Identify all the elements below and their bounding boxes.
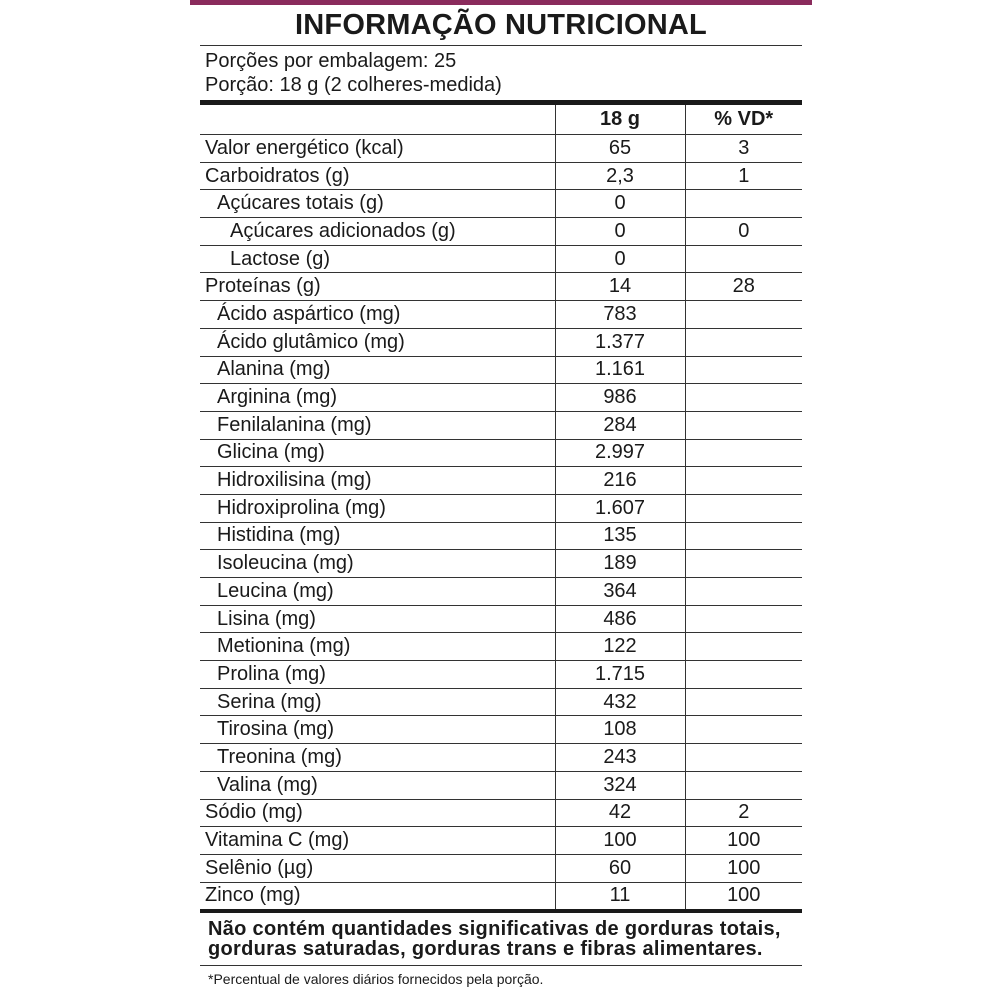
nutrient-amount: 108 [555, 716, 685, 744]
nutrient-name: Proteínas (g) [200, 273, 555, 301]
nutrient-amount: 783 [555, 301, 685, 329]
nutrient-daily-value [685, 467, 802, 495]
nutrient-name: Valor energético (kcal) [200, 135, 555, 163]
table-row [200, 356, 802, 384]
nutrient-amount: 243 [555, 744, 685, 772]
table-row [200, 744, 802, 772]
nutrient-name: Lisina (mg) [200, 605, 555, 633]
nutrition-label [200, 5, 802, 987]
nutrient-amount: 11 [555, 882, 685, 909]
nutrient-name: Hidroxiprolina (mg) [200, 494, 555, 522]
nutrient-daily-value [685, 301, 802, 329]
nutrient-amount: 0 [555, 218, 685, 246]
table-header-row [200, 105, 802, 135]
table-row [200, 467, 802, 495]
table-row [200, 494, 802, 522]
nutrient-name: Glicina (mg) [200, 439, 555, 467]
nutrient-daily-value [685, 550, 802, 578]
nutrient-name: Carboidratos (g) [200, 162, 555, 190]
nutrient-daily-value [685, 688, 802, 716]
nutrient-amount: 1.715 [555, 661, 685, 689]
nutrient-name: Açúcares adicionados (g) [200, 218, 555, 246]
nutrient-name: Hidroxilisina (mg) [200, 467, 555, 495]
serving-info [200, 46, 802, 97]
nutrient-daily-value [685, 190, 802, 218]
nutrient-daily-value: 0 [685, 218, 802, 246]
table-row [200, 273, 802, 301]
nutrient-amount: 1.161 [555, 356, 685, 384]
nutrient-amount: 432 [555, 688, 685, 716]
nutrient-daily-value [685, 771, 802, 799]
nutrient-daily-value [685, 245, 802, 273]
nutrient-name: Ácido glutâmico (mg) [200, 328, 555, 356]
table-row [200, 135, 802, 163]
table-row [200, 384, 802, 412]
nutrient-daily-value: 100 [685, 854, 802, 882]
nutrient-daily-value [685, 384, 802, 412]
nutrient-amount: 324 [555, 771, 685, 799]
nutrient-daily-value: 100 [685, 827, 802, 855]
nutrient-amount: 0 [555, 245, 685, 273]
nutrient-amount: 2.997 [555, 439, 685, 467]
nutrient-amount: 284 [555, 411, 685, 439]
table-row [200, 827, 802, 855]
table-row [200, 301, 802, 329]
table-row [200, 218, 802, 246]
nutrient-name: Valina (mg) [200, 771, 555, 799]
table-row [200, 771, 802, 799]
nutrient-amount: 364 [555, 578, 685, 606]
nutrient-name: Alanina (mg) [200, 356, 555, 384]
nutrient-amount: 1.377 [555, 328, 685, 356]
nutrient-amount: 42 [555, 799, 685, 827]
header-amount: 18 g [555, 105, 685, 135]
nutrient-amount: 0 [555, 190, 685, 218]
nutrient-name: Serina (mg) [200, 688, 555, 716]
nutrient-daily-value [685, 356, 802, 384]
nutrient-name: Açúcares totais (g) [200, 190, 555, 218]
table-row [200, 162, 802, 190]
nutrient-name: Treonina (mg) [200, 744, 555, 772]
nutrient-name: Selênio (µg) [200, 854, 555, 882]
table-row [200, 661, 802, 689]
header-nutrient [200, 105, 555, 135]
nutrient-daily-value: 2 [685, 799, 802, 827]
table-row [200, 245, 802, 273]
nutrient-daily-value [685, 328, 802, 356]
nutrient-amount: 100 [555, 827, 685, 855]
nutrient-amount: 60 [555, 854, 685, 882]
nutrient-name: Isoleucina (mg) [200, 550, 555, 578]
nutrient-name: Lactose (g) [200, 245, 555, 273]
nutrient-amount: 135 [555, 522, 685, 550]
nutrient-amount: 216 [555, 467, 685, 495]
nutrient-daily-value [685, 744, 802, 772]
nutrient-amount: 986 [555, 384, 685, 412]
table-row [200, 328, 802, 356]
nutrient-amount: 122 [555, 633, 685, 661]
nutrient-daily-value [685, 661, 802, 689]
table-row [200, 578, 802, 606]
table-row [200, 882, 802, 909]
nutrient-name: Tirosina (mg) [200, 716, 555, 744]
nutrient-daily-value [685, 494, 802, 522]
footnote-line-2: gorduras saturadas, gorduras trans e fibras alimentares. [208, 938, 763, 961]
nutrient-name: Prolina (mg) [200, 661, 555, 689]
nutrient-amount: 2,3 [555, 162, 685, 190]
servings-per-package: Porções por embalagem: 25 [205, 50, 457, 72]
daily-value-note: *Percentual de valores diários fornecidos pela porção. [208, 971, 544, 988]
nutrient-name: Ácido aspártico (mg) [200, 301, 555, 329]
table-row [200, 411, 802, 439]
table-row [200, 550, 802, 578]
not-significant-note [200, 913, 802, 966]
nutrient-amount: 486 [555, 605, 685, 633]
table-row [200, 799, 802, 827]
nutrient-amount: 65 [555, 135, 685, 163]
table-row [200, 605, 802, 633]
nutrient-daily-value [685, 716, 802, 744]
table-row [200, 522, 802, 550]
header-daily-value: % VD* [685, 105, 802, 135]
nutrient-daily-value: 28 [685, 273, 802, 301]
table-row [200, 854, 802, 882]
nutrient-daily-value [685, 411, 802, 439]
nutrient-name: Sódio (mg) [200, 799, 555, 827]
nutrient-daily-value: 3 [685, 135, 802, 163]
nutrient-amount: 14 [555, 273, 685, 301]
table-row [200, 190, 802, 218]
nutrient-daily-value: 100 [727, 884, 761, 907]
nutrient-daily-value [685, 439, 802, 467]
nutrient-daily-value [685, 522, 802, 550]
table-row [200, 633, 802, 661]
nutrient-daily-value [685, 605, 802, 633]
nutrient-daily-value [685, 633, 802, 661]
footnote-line-1: Não contém quantidades significativas de gorduras totais, [208, 918, 781, 941]
nutrient-daily-value [685, 578, 802, 606]
nutrient-name: Zinco (mg) [205, 884, 301, 907]
nutrient-name: Arginina (mg) [200, 384, 555, 412]
nutrient-amount: 1.607 [555, 494, 685, 522]
nutrient-name: Metionina (mg) [200, 633, 555, 661]
nutrition-table [200, 105, 802, 909]
nutrient-amount: 189 [555, 550, 685, 578]
nutrient-name: Histidina (mg) [200, 522, 555, 550]
nutrient-daily-value: 1 [685, 162, 802, 190]
nutrient-name: Vitamina C (mg) [200, 827, 555, 855]
table-row [200, 688, 802, 716]
table-row [200, 439, 802, 467]
nutrient-name: Fenilalanina (mg) [200, 411, 555, 439]
nutrient-name: Leucina (mg) [200, 578, 555, 606]
label-title: INFORMAÇÃO NUTRICIONAL [200, 5, 802, 46]
table-row [200, 716, 802, 744]
serving-size: Porção: 18 g (2 colheres-medida) [205, 74, 502, 96]
